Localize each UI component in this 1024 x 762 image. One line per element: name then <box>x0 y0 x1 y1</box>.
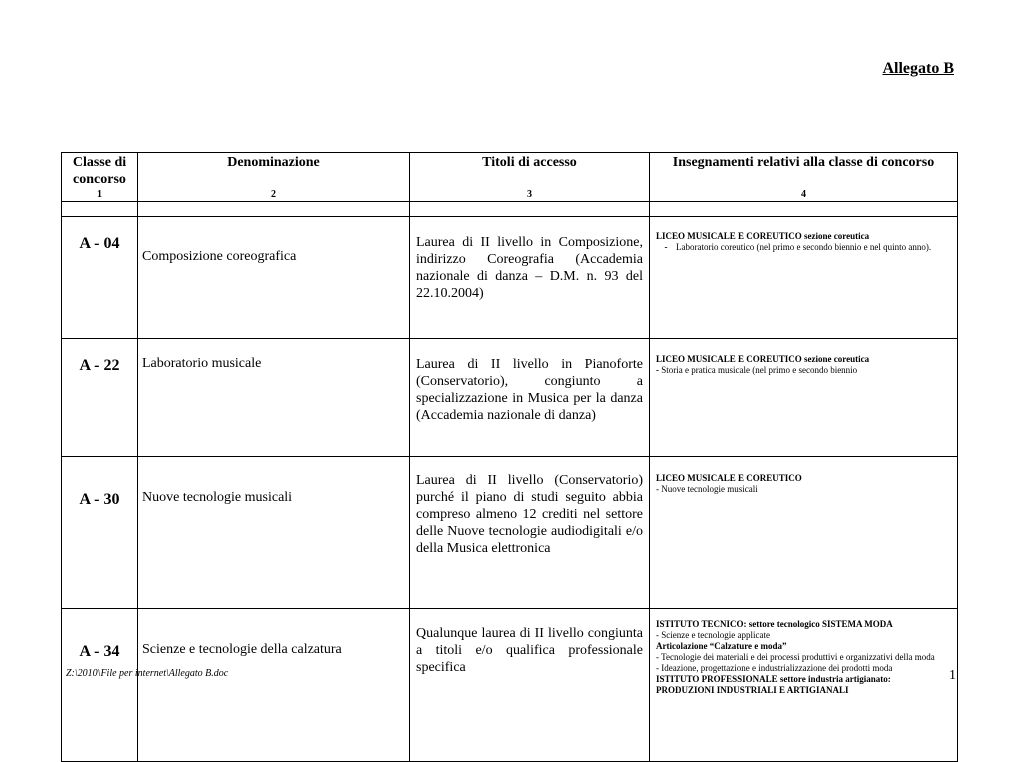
class-code: A - 34 <box>62 609 138 762</box>
table-row <box>62 217 958 339</box>
titoli-cell <box>410 339 650 457</box>
column-number: 1 <box>97 189 102 200</box>
column-number: 4 <box>801 189 806 200</box>
column-header-insegnamenti <box>650 153 958 202</box>
page-number: 1 <box>949 668 956 683</box>
denominazione-cell <box>138 457 410 609</box>
column-number: 3 <box>527 189 532 200</box>
column-header-classe <box>62 153 138 202</box>
titoli-text: Laurea di II livello in Composizione, indirizzo Coreografia (Accademia nazionale di danza – D.M. n. 93 del 22.10.2004) <box>416 235 643 301</box>
insegnamenti-cell <box>650 339 958 457</box>
class-code: A - 30 <box>62 457 138 609</box>
table-header-row <box>62 153 958 202</box>
titoli-cell <box>410 457 650 609</box>
table-row <box>62 609 958 762</box>
insegnamenti-heading: ISTITUTO PROFESSIONALE settore industria artigianato: PRODUZIONI INDUSTRIALI E ARTIGIANALI <box>656 674 891 695</box>
insegnamento-item: Storia e pratica musicale (nel primo e secondo biennio <box>661 365 858 375</box>
titoli-text: Qualunque laurea di II livello congiunta a titoli e/o qualifica professionale specifica <box>416 626 643 675</box>
insegnamenti-heading: LICEO MUSICALE E COREUTICO sezione coreutica <box>656 354 870 364</box>
insegnamento-item: Laboratorio coreutico (nel primo e secondo biennio e nel quinto anno). <box>676 242 932 252</box>
insegnamento-item: - Tecnologie dei materiali e dei processi produttivi e organizzativi della moda <box>656 652 935 662</box>
column-number: 2 <box>271 189 276 200</box>
articolazione-heading: Articolazione “Calzature e moda” <box>656 641 787 651</box>
titoli-text: Laurea di II livello (Conservatorio) purché il piano di studi seguito abbia compreso almeno 12 crediti nel settore delle Nuove tecnologie audiodigitali e/o della Musica elettronica <box>416 473 643 556</box>
insegnamenti-cell <box>650 457 958 609</box>
column-header-title: Classe di concorso <box>72 155 127 187</box>
denominazione: Nuove tecnologie musicali <box>142 490 293 505</box>
column-header-denominazione <box>138 153 410 202</box>
footer-file-path: Z:\2010\File per internet\Allegato B.doc <box>66 668 229 679</box>
class-code: A - 22 <box>62 339 138 457</box>
denominazione: Composizione coreografica <box>142 249 297 264</box>
titoli-cell <box>410 217 650 339</box>
insegnamenti-heading: LICEO MUSICALE E COREUTICO <box>656 473 802 483</box>
denominazione-cell <box>138 217 410 339</box>
bullet-dash: - <box>656 365 659 375</box>
denominazione: Scienze e tecnologie della calzatura <box>142 642 342 657</box>
denominazione: Laboratorio musicale <box>142 356 262 371</box>
class-code: A - 04 <box>62 217 138 339</box>
denominazione-cell <box>138 609 410 762</box>
column-header-titoli <box>410 153 650 202</box>
denominazione-cell <box>138 339 410 457</box>
insegnamento-item: - Ideazione, progettazione e industrializzazione dei prodotti moda <box>656 663 893 673</box>
titoli-text: Laurea di II livello in Pianoforte (Conservatorio), congiunto a specializzazione in Musica per la danza (Accademia nazionale di danza) <box>416 357 643 423</box>
insegnamenti-heading: ISTITUTO TECNICO: settore tecnologico SISTEMA MODA <box>656 619 893 629</box>
column-header-title: Insegnamenti relativi alla classe di concorso <box>672 155 935 170</box>
insegnamenti-cell <box>650 609 958 762</box>
insegnamenti-heading: LICEO MUSICALE E COREUTICO sezione coreutica <box>656 231 870 241</box>
insegnamento-item: - Nuove tecnologie musicali <box>656 484 758 494</box>
bullet-dash: - <box>664 242 668 252</box>
insegnamento-item: - Scienze e tecnologie applicate <box>656 630 770 640</box>
insegnamenti-cell <box>650 217 958 339</box>
column-header-title: Denominazione <box>227 155 320 170</box>
table-row <box>62 457 958 609</box>
spacer-row <box>62 202 958 217</box>
list-item <box>656 365 951 376</box>
column-header-title: Titoli di accesso <box>482 155 577 170</box>
list-item <box>656 242 951 253</box>
table-row <box>62 339 958 457</box>
document-title: Allegato B <box>882 60 954 77</box>
titoli-cell <box>410 609 650 762</box>
